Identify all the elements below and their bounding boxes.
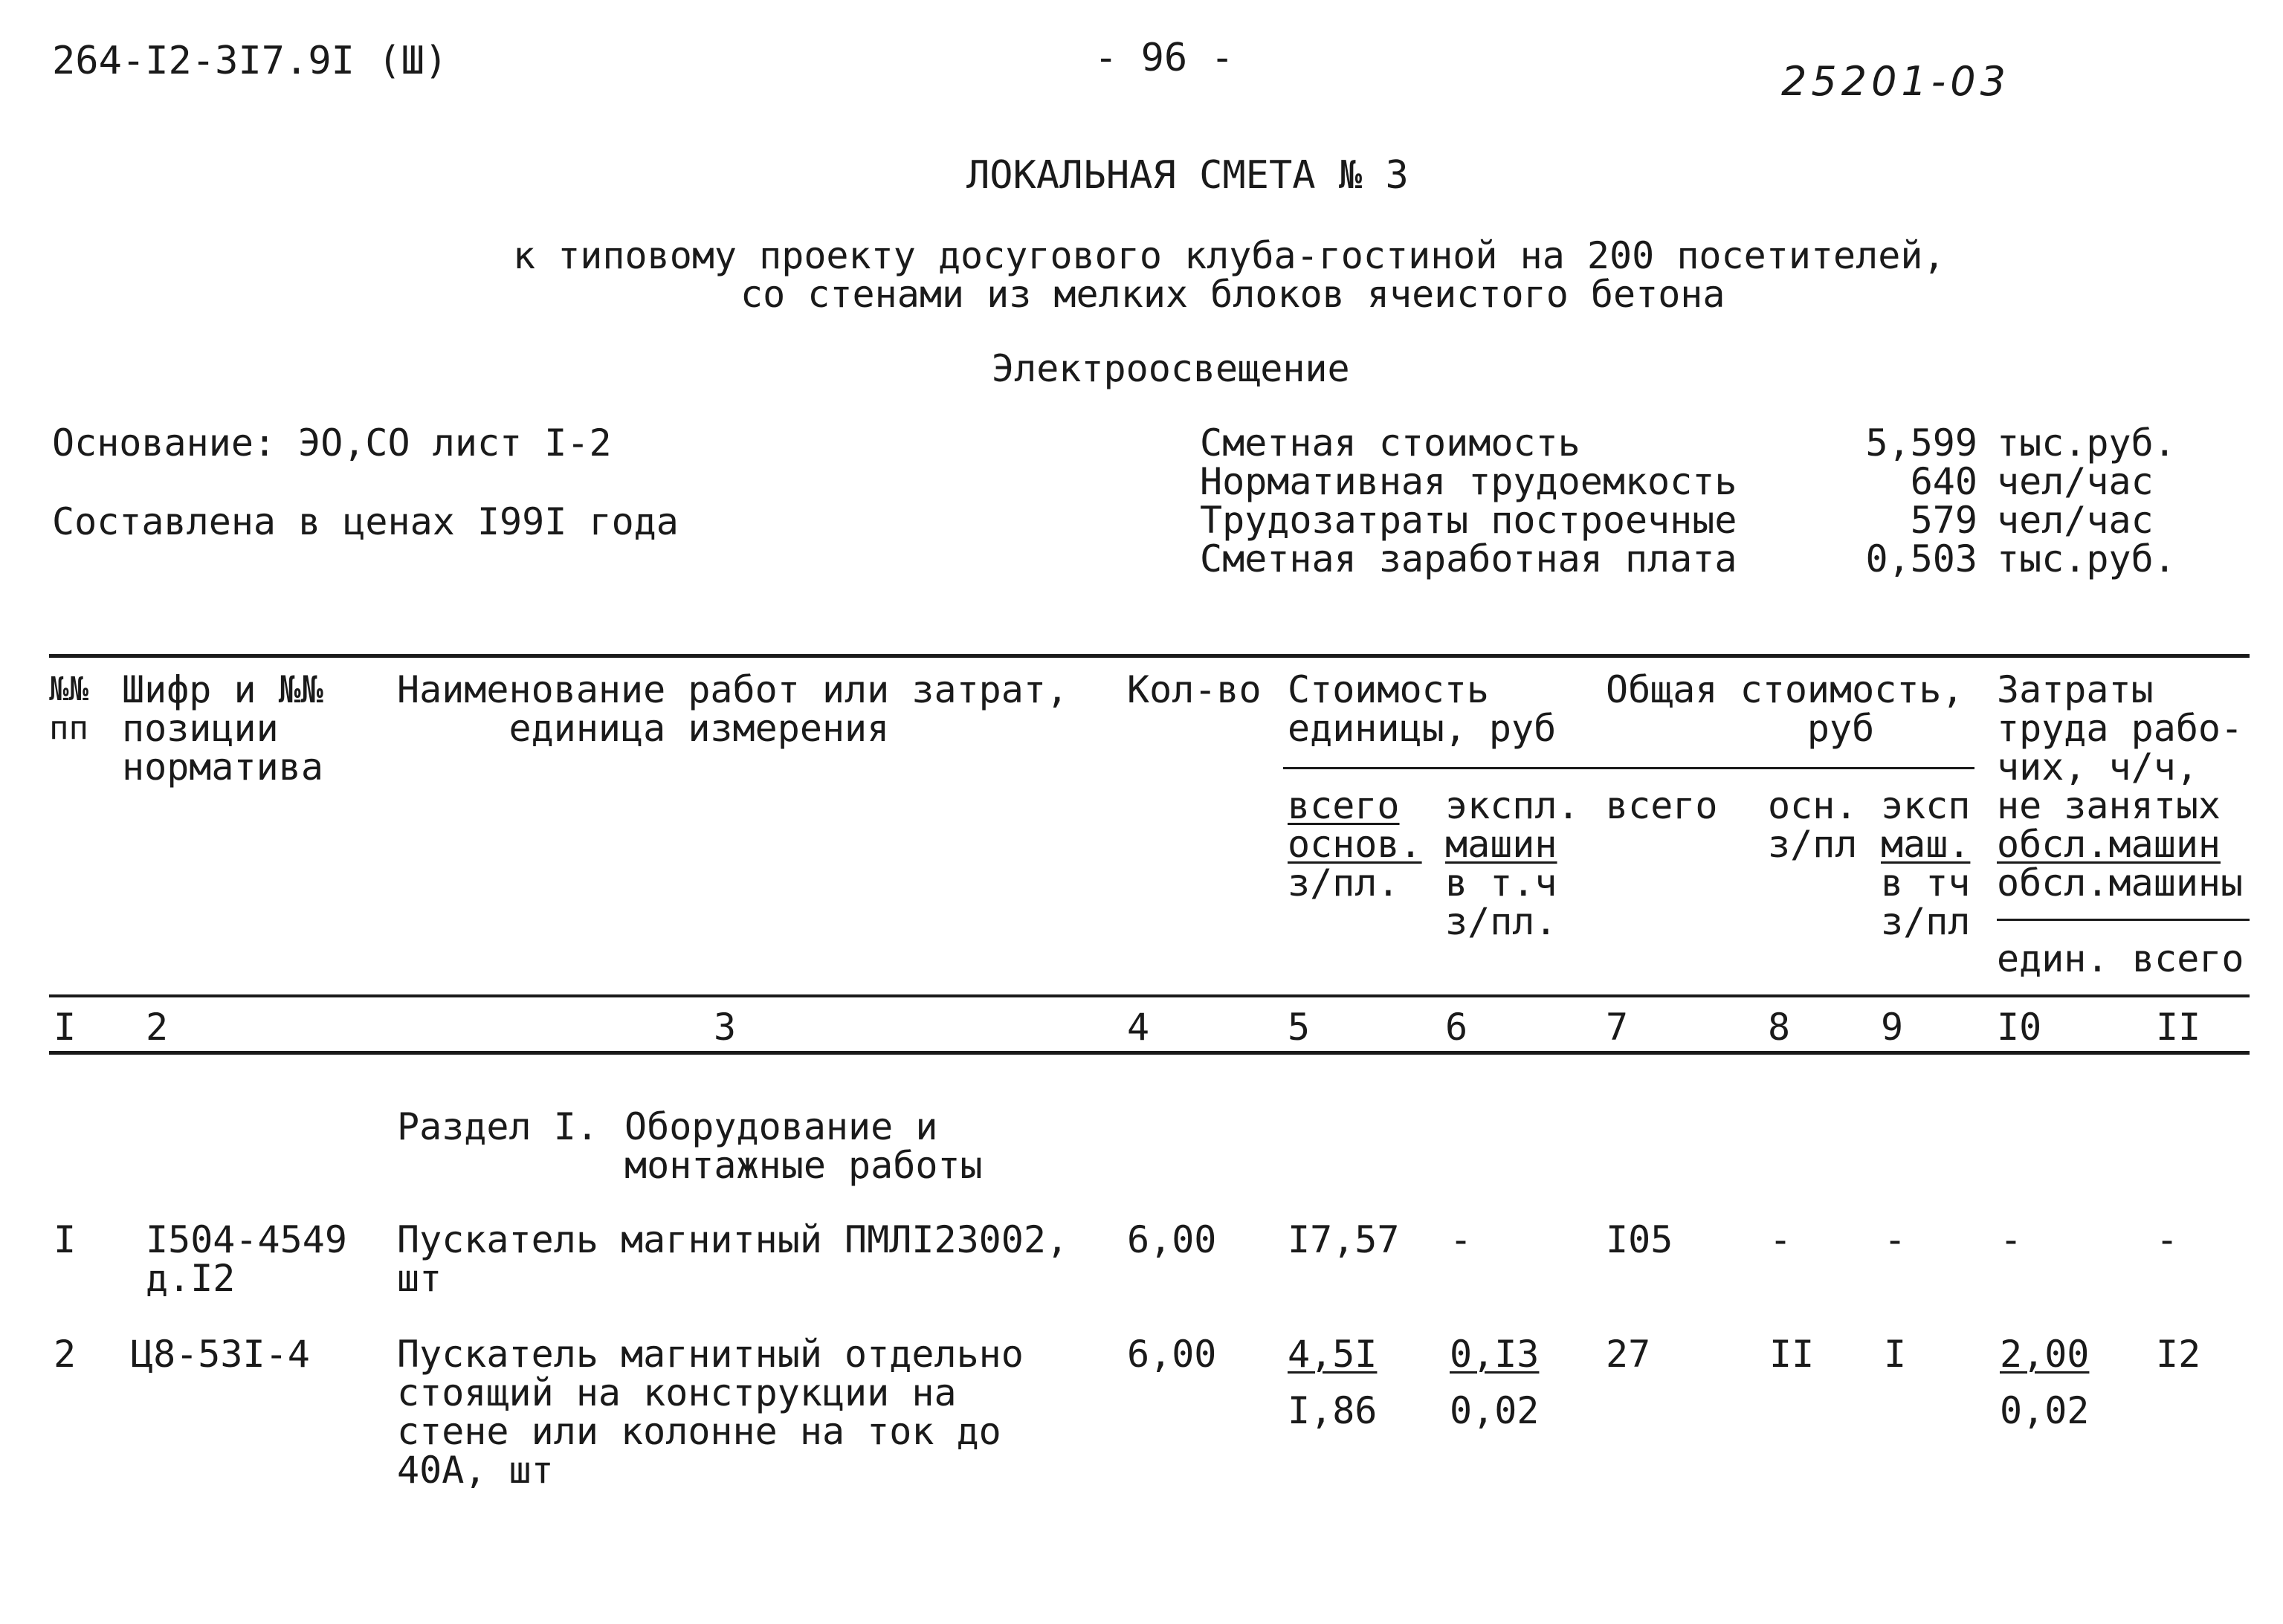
header-unit-cost: Стоимость единицы, руб [1288,668,1557,750]
column-number: 6 [1445,1006,1468,1049]
handwritten-number: 25201-03 [1781,58,2010,105]
header-machine: экспл. [1445,784,1580,827]
row-machine: 0,I3 [1450,1333,1540,1376]
summary-unit: чел/час [1997,460,2154,503]
summary-label: Сметная стоимость [1200,421,1580,465]
summary-unit: тыс.руб. [1997,421,2176,465]
section-prefix: Раздел I. [397,1105,598,1148]
header-machine-total-label: маш. [1881,823,1971,866]
header-machine-total: эксп [1881,784,1971,827]
header-basic-wage: осн. з/пл [1768,784,1858,866]
header-labor-machine: обсл.машины [1997,861,2244,905]
header-machine-total-wage: в тч з/пл [1881,861,1971,943]
summary-value: 640 [1910,460,1977,503]
row-labor-unit-machine: 0,02 [2000,1389,2090,1432]
summary-value: 579 [1910,499,1977,542]
header-labor-machines: обсл.машин [1997,823,2221,866]
row-unit-total: 4,5I [1288,1333,1378,1376]
section-heading-line-2: монтажные работы [624,1144,983,1187]
summary-label: Трудозатраты построечные [1200,499,1737,542]
row-code: I504-4549 д.I2 [146,1218,347,1300]
row-labor-total: I2 [2156,1333,2201,1376]
header-labor-total: всего [2132,937,2244,980]
basis-line: Основание: ЭО,СО лист I-2 [52,421,612,465]
row-name: Пускатель магнитный ПМЛI23002, шт [397,1218,1069,1300]
header-total: всего [1606,784,1718,827]
row-machine-wage: 0,02 [1450,1389,1540,1432]
row-basic-wage: - [1769,1218,1792,1261]
row-total: I05 [1606,1218,1673,1261]
column-number: 9 [1881,1006,1904,1049]
column-number: 7 [1606,1006,1629,1049]
row-number: I [54,1218,77,1261]
row-quantity: 6,00 [1127,1218,1217,1261]
column-number: 5 [1288,1006,1311,1049]
row-quantity: 6,00 [1127,1333,1217,1376]
document-code: 264-I2-3I7.9I (Ш) [52,39,448,83]
section-title: Электроосвещение [992,347,1350,390]
row-unit-total: I7,57 [1288,1218,1400,1261]
summary-unit: чел/час [1997,499,2154,542]
table-top-rule [49,654,2250,658]
header-row-number: №№ пп [49,670,88,747]
header-unit-wage: з/пл. [1288,861,1400,905]
summary-label: Сметная заработная плата [1200,537,1737,580]
row-basic-wage: II [1769,1333,1815,1376]
header-unit-basic: основ. [1288,823,1422,866]
column-number: I0 [1997,1006,2042,1049]
row-name: Пускатель магнитный отдельно стоящий на конструкции на стене или колонне на ток до 40А, шт [397,1333,1024,1492]
column-numbers-rule [49,1051,2250,1055]
row-code: Ц8-53I-4 [131,1333,310,1376]
row-labor-unit: 2,00 [2000,1333,2090,1376]
header-labor-unit: един. [1997,937,2109,980]
summary-label: Нормативная трудоемкость [1200,460,1737,503]
row-unit-basic: I,86 [1288,1389,1378,1432]
row-machine: - [1450,1218,1473,1261]
row-machine-total: - [1884,1218,1907,1261]
estimate-title: ЛОКАЛЬНАЯ СМЕТА № 3 [966,153,1409,198]
row-labor-unit: - [2000,1218,2023,1261]
header-work-name: Наименование работ или затрат, единица измерения [397,668,1069,750]
summary-unit: тыс.руб. [1997,537,2176,580]
header-code: Шифр и №№ позиции норматива [122,668,323,789]
subtitle-line-1: к типовому проекту досугового клуба-гостиной на 200 посетителей, [513,234,1945,277]
column-number: 2 [146,1006,169,1049]
subtitle-line-2: со стенами из мелких блоков ячеистого бетона [740,273,1725,316]
column-number: I [54,1006,77,1049]
header-machine-wage: в т.ч з/пл. [1445,861,1557,943]
column-number: 4 [1127,1006,1150,1049]
row-machine-total: I [1884,1333,1907,1376]
prices-line: Составлена в ценах I99I года [52,500,679,543]
column-number: II [2156,1006,2201,1049]
row-labor-total: - [2156,1218,2179,1261]
summary-value: 0,503 [1865,537,1977,580]
summary-value: 5,599 [1865,421,1977,465]
header-labor: Затраты труда рабо- чих, ч/ч, не занятых [1997,668,2244,827]
table-header-rule [49,994,2250,997]
header-total-cost: Общая стоимость, руб [1606,668,1964,750]
column-number: 3 [714,1006,737,1049]
header-machine-label: машин [1445,823,1557,866]
group-rule-cost [1283,767,1974,769]
header-quantity: Кол-во [1127,668,1262,711]
header-unit-total: всего [1288,784,1400,827]
column-number: 8 [1768,1006,1791,1049]
row-total: 27 [1606,1333,1651,1376]
page-number: - 96 - [1094,36,1234,80]
group-rule-labor [1997,919,2250,921]
section-heading-line-1: Оборудование и [624,1105,938,1148]
row-number: 2 [54,1333,77,1376]
